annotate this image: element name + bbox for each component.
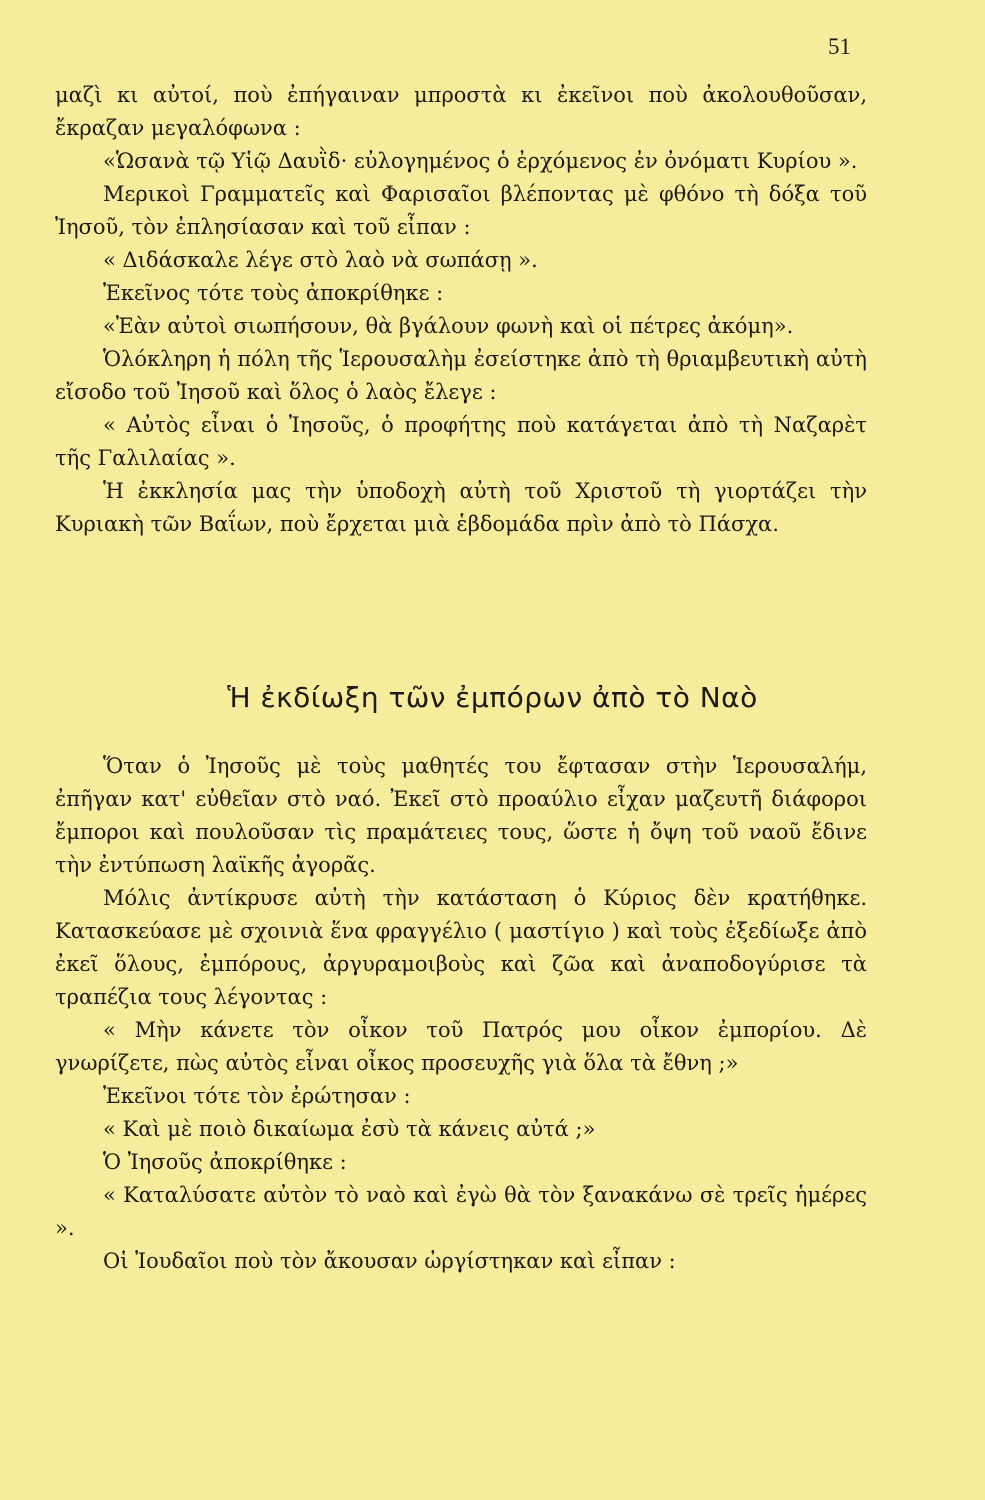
page-number: 51 — [828, 34, 851, 59]
paragraph: Ἐκεῖνοι τότε τὸν ἐρώτησαν : — [103, 1084, 411, 1108]
paragraph: Ὅταν ὁ Ἰησοῦς μὲ τοὺς μαθητές του ἔφτασαν στὴν Ἱερουσαλήμ, ἐπῆγαν κατ' εὐθεῖαν στὸ ναό. Ἐκεῖ στὸ προαύλιο εἶχαν μαζευτῆ διάφοροι ἔμποροι καὶ πουλοῦσαν τὶς πραμάτειες τους, ὥστε ἡ ὄψη τοῦ ναοῦ ἔδινε τὴν ἐντύπωση λαϊκῆς ἀγορᾶς. — [55, 754, 867, 877]
paragraph: Οἱ Ἰουδαῖοι ποὺ τὸν ἄκουσαν ὠργίστηκαν καὶ εἶπαν : — [103, 1249, 676, 1273]
paragraph: Ὁ Ἰησοῦς ἀποκρίθηκε : — [103, 1150, 347, 1174]
section-1-text — [55, 79, 867, 541]
paragraph: « Μὴν κάνετε τὸν οἶκον τοῦ Πατρός μου οἶκον ἐμπορίου. Δὲ γνωρίζετε, πὼς αὐτὸς εἶναι οἶκος προσευχῆς γιὰ ὅλα τὰ ἔθνη ;» — [55, 1018, 867, 1075]
paragraph: « Διδάσκαλε λέγε στὸ λαὸ νὰ σωπάσῃ ». — [103, 248, 538, 272]
paragraph: μαζὶ κι αὐτοί, ποὺ ἐπήγαιναν μπροστὰ κι ἐκεῖνοι ποὺ ἀκολουθοῦσαν, ἔκραζαν μεγαλόφωνα : — [55, 83, 867, 140]
paragraph: Ἐκεῖνος τότε τοὺς ἀποκρίθηκε : — [103, 281, 444, 305]
paragraph: Ὁλόκληρη ἡ πόλη τῆς Ἱερουσαλὴμ ἐσείστηκε ἀπὸ τὴ θριαμβευτικὴ αὐτὴ εἴσοδο τοῦ Ἰησοῦ καὶ ὅλος ὁ λαὸς ἔλεγε : — [55, 347, 867, 404]
section-heading: Ἡ ἐκδίωξη τῶν ἐμπόρων ἀπὸ τὸ Ναὸ — [227, 681, 758, 714]
paragraph: « Αὐτὸς εἶναι ὁ Ἰησοῦς, ὁ προφήτης ποὺ κατάγεται ἀπὸ τὴ Ναζαρὲτ τῆς Γαλιλαίας ». — [55, 413, 867, 470]
paragraph: Ἡ ἐκκλησία μας τὴν ὑποδοχὴ αὐτὴ τοῦ Χριστοῦ τὴ γιορτάζει τὴν Κυριακὴ τῶν Βαΐων, ποὺ ἔρχεται μιὰ ἑβδομάδα πρὶν ἀπὸ τὸ Πάσχα. — [55, 479, 867, 536]
section-2-text — [55, 750, 867, 1278]
paragraph: « Καὶ μὲ ποιὸ δικαίωμα ἐσὺ τὰ κάνεις αὐτά ;» — [103, 1117, 596, 1141]
paragraph: Μερικοὶ Γραμματεῖς καὶ Φαρισαῖοι βλέποντας μὲ φθόνο τὴ δόξα τοῦ Ἰησοῦ, τὸν ἐπλησίασαν καὶ τοῦ εἶπαν : — [55, 182, 867, 239]
paragraph: «Ἐὰν αὐτοὶ σιωπήσουν, θὰ βγάλουν φωνὴ καὶ οἱ πέτρες ἀκόμη». — [103, 314, 794, 338]
paragraph: « Καταλύσατε αὐτὸν τὸ ναὸ καὶ ἐγὼ θὰ τὸν ξανακάνω σὲ τρεῖς ἡμέρες ». — [55, 1183, 867, 1240]
paragraph: Μόλις ἀντίκρυσε αὐτὴ τὴν κατάσταση ὁ Κύριος δὲν κρατήθηκε. Κατασκεύασε μὲ σχοινιὰ ἕνα φραγγέλιο ( μαστίγιο ) καὶ τοὺς ἐξεδίωξε ἀπὸ ἐκεῖ ὅλους, ἐμπόρους, ἀργυραμοιβοὺς καὶ ζῶα καὶ ἀναποδογύρισε τὰ τραπέζια τους λέγοντας : — [55, 886, 867, 1009]
paragraph: «Ὡσανὰ τῷ Υἱῷ Δαυῒδ· εὐλογημένος ὁ ἐρχόμενος ἐν ὀνόματι Κυρίου ». — [103, 149, 858, 173]
